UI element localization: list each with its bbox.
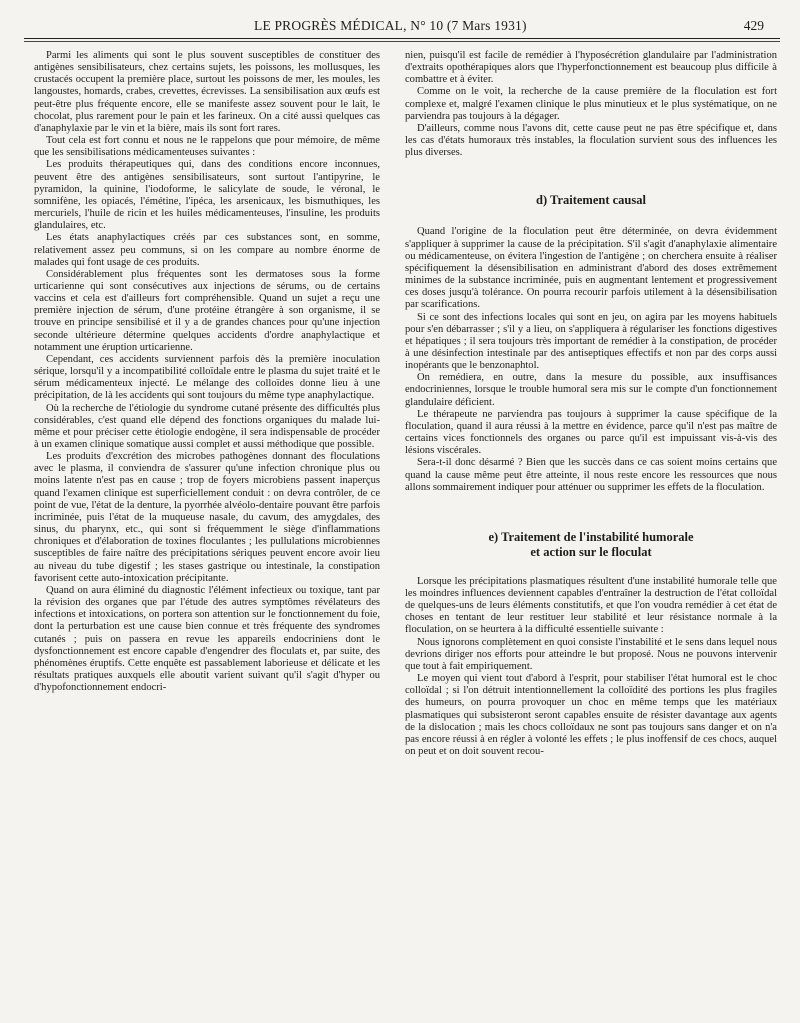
paragraph: Le moyen qui vient tout d'abord à l'esprit, pour stabiliser l'état humoral est le choc colloïdal ; si l'on détruit intentionnellement la colloïdité des portions les plus fragiles des humeurs, on pourra provoquer un choc en même temps que les matériaux plasmatiques qui subsisteront seront capables ensuite de résister davantage aux agents de la dislocation ; mais les chocs colloïdaux ne sont pas toujours sans danger et on n'a pas encore réussi à en régler à volonté les effets ; le plus inoffensif de ces chocs, auquel on peut et on doit souvent recou- — [405, 673, 777, 758]
paragraph: D'ailleurs, comme nous l'avons dit, cette cause peut ne pas être spécifique et, dans les cas d'états humoraux très instables, la floculation survient sous des influences les plus diverses. — [405, 122, 777, 159]
left-column — [34, 50, 380, 694]
paragraph: Lorsque les précipitations plasmatiques résultent d'une instabilité humorale telle que les moindres influences deviennent capables d'entraîner la destruction de l'état colloïdal de quelques-uns de leurs éléments constitutifs, et que l'on voudra remédier à cet état de choses en tentant de leur restituer leur stabilité et leur résistance normale à la floculation, on se heurtera à la difficulté essentielle suivante : — [405, 575, 777, 636]
section-heading-e-line1: e) Traitement de l'instabilité humorale — [488, 529, 694, 544]
section-heading-e-line2: et action sur le floculat — [530, 544, 652, 559]
paragraph: Sera-t-il donc désarmé ? Bien que les succès dans ce cas soient moins certains que quand la cause même peut être atteinte, il nous reste encore les ressources que nous allons sommairement indiquer pour atténuer ou supprimer les effets de la floculation. — [405, 457, 777, 493]
page-number: 429 — [743, 18, 764, 33]
paragraph: Où la recherche de l'étiologie du syndrome cutané présente des difficultés plus considérables, c'est quand elle dépend des fonctions organiques du malade lui-même et pour préciser cette étiologie endogène, il sera indispensable de procéder à un examen clinique somatique aussi complet et aussi méthodique que possible. — [34, 402, 380, 450]
paragraph: On remédiera, en outre, dans la mesure du possible, aux insuffisances endocriniennes, lorsque le trouble humoral sera mis sur le compte d'un fonctionnement glandulaire déficient. — [405, 372, 777, 408]
right-column — [405, 50, 777, 758]
paragraph: Les produits thérapeutiques qui, dans des conditions encore inconnues, peuvent être des antigènes sensibilisateurs, sont surtout l'antipyrine, le pyramidon, la quinine, l'iodoforme, le salicylate de soude, le véronal, le somnifène, les opiacés, l'émétine, l'ipéca, les arsenicaux, les bismuthiques, les mercuriels, l'huile de ricin et les huiles médicamenteuses, l'insuline, les produits glandulaires, etc. — [34, 159, 380, 232]
paragraph: Parmi les aliments qui sont le plus souvent susceptibles de constituer des antigènes sensibilisateurs, chez certains sujets, les poissons, les mollusques, les crustacés occupent la première place, surtout les poissons de mer, les moules, les langoustes, homards, crabes, crevettes, écrevisses. La sensibilisation aux œufs est peut-être plus fréquente encore, elle se manifeste assez souvent pour le lait, le chocolat, plus rarement pour le pain et les farineux. On a cité aussi quelques cas d'anaphylaxie par le vin et la bière, mais ils sont fort rares. — [34, 50, 380, 134]
paragraph: Considérablement plus fréquentes sont les dermatoses sous la forme urticarienne qui sont consécutives aux injections de sérums, ou de certains vaccins et cela est d'ailleurs fort compréhensible. Quand un sujet a reçu une première injection de sérum, d'une protéine étrangère à son organisme, il se trouve en principe sensibilisé et il y a de grandes chances pour qu'une injection seconde ultérieure détermine quelques accidents d'ordre anaphylactique et notamment une éruption urticarienne. — [34, 268, 380, 353]
paragraph: Comme on le voit, la recherche de la cause première de la floculation est fort complexe et, malgré l'examen clinique le plus minutieux et le plus systématique, on ne parviendra pas toujours à la dégager. — [405, 86, 777, 122]
section-heading-d: d) Traitement causal — [536, 193, 646, 208]
header-rule-thin — [24, 41, 780, 42]
header-rule — [24, 38, 780, 39]
paragraph: Cependant, ces accidents surviennent parfois dès la première inoculation sérique, lorsqu'il y a incompatibilité colloïdale entre le plasma du sujet traité et le sérum médicamenteux injecté. Le mélange des colloïdes donne lieu à une précipitation, de là les accidents qui sont toujours du même type anaphylactique. — [34, 353, 380, 402]
paragraph: Nous ignorons complètement en quoi consiste l'instabilité et le sens dans lequel nous devrions diriger nos efforts pour atteindre le but proposé. Nous ne pouvons intervenir que tout à fait empiriquement. — [405, 636, 777, 672]
paragraph: nien, puisqu'il est facile de remédier à l'hyposécrétion glandulaire par l'administration d'extraits opothérapiques alors que l'hyperfonctionnement est beaucoup plus difficile à combattre et à éviter. — [405, 50, 777, 86]
journal-title: LE PROGRÈS MÉDICAL, N° 10 (7 Mars 1931) — [254, 18, 527, 33]
paragraph: Les états anaphylactiques créés par ces substances sont, en somme, relativement assez peu communs, si on les compare au nombre énorme de malades qui font usage de ces produits. — [34, 232, 380, 268]
paragraph: Tout cela est fort connu et nous ne le rappelons que pour mémoire, de même que les sensibilisations médicamenteuses suivantes : — [34, 135, 380, 159]
paragraph: Le thérapeute ne parviendra pas toujours à supprimer la cause spécifique de la floculation, quand il aura réussi à la mettre en évidence, parce qu'il n'est pas maître de certains vices fonctionnels des organes ou parce qu'il est impuissant vis-à-vis des lésions viscérales. — [405, 408, 777, 457]
paragraph: Les produits d'excrétion des microbes pathogènes donnant des floculations avec le plasma, il conviendra de s'assurer qu'une infection chronique plus ou moins latente n'est pas en cause ; trop de foyers microbiens passent inaperçus quand l'examen clinique est superficiellement conduit : on devra contrôler, de ce point de vue, l'état de la denture, la pyorrhée alvéolo-dentaire pouvant être parfois incriminée, puis l'état de la muqueuse nasale, du cavum, des amygdales, des sinus, du pharynx, etc., qui sont si fréquemment le siège d'inflammations chroniques et d'élaboration de toxines floculantes ; les pullulations microbiennes susceptibles de faire naître des précipitations sériques peuvent encore avoir lieu au niveau du tube digestif ; les stases gastrique ou intestinale, la constipation favorisent cette auto-intoxication précipitante. — [34, 451, 380, 584]
paragraph: Quand l'origine de la floculation peut être déterminée, on devra évidemment s'appliquer à supprimer la cause de la précipitation. S'il s'agit d'anaphylaxie alimentaire ou médicamenteuse, on évitera l'ingestion de l'antigène ; on cherchera ensuite à réaliser spécifiquement la désensibilisation en administrant d'abord des doses extrêmement minimes de la substance incriminée, puis en augmentant lentement et progressivement ces doses jusqu'à tolérance. On pourra recourir parfois utilement à la désensibilisation par scarifications. — [405, 226, 777, 311]
running-header — [24, 18, 776, 36]
paragraph: Si ce sont des infections locales qui sont en jeu, on agira par les moyens habituels pour s'en débarrasser ; s'il y a lieu, on s'appliquera à régulariser les fonctions digestives et hépatiques ; il sera toujours très important de remédier à la constipation, de procéder à une désinfection intestinale par des antiseptiques effectifs et non par des corps aussi inopérants que le benzonaphtol. — [405, 311, 777, 372]
paragraph: Quand on aura éliminé du diagnostic l'élément infectieux ou toxique, tant par la révision des organes que par l'étude des autres symptômes révélateurs des infections et intoxications, on portera son attention sur le fonctionnement du foie, dont la perturbation est une cause bien connue et très fréquente des syndromes cutanés ; puis on passera en revue les appareils endocriniens dont le dysfonctionnement est encore capable d'engendrer des floculats et, par suite, des phénomènes éruptifs. Cette enquête est passablement laborieuse et délicate et les résultats pratiques auxquels elle aboutit varient suivant qu'il s'agit d'hyper ou d'hypofonctionnement endocri- — [34, 584, 380, 694]
